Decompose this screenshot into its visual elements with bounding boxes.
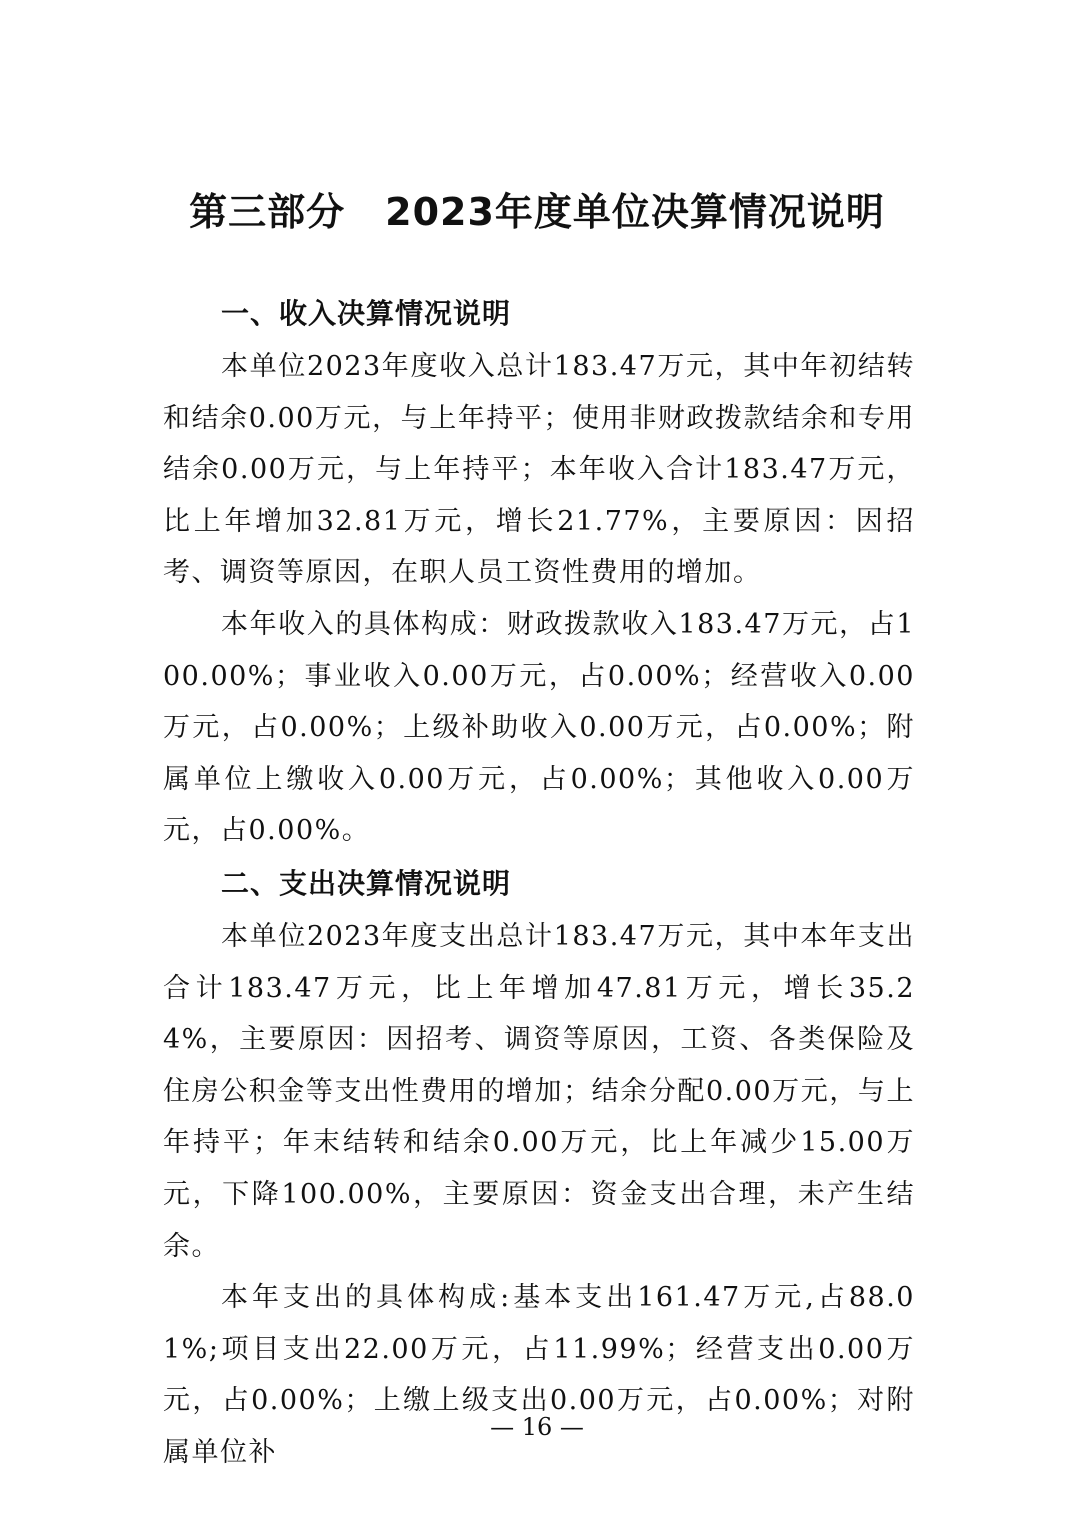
paragraph: 本年收入的具体构成：财政拨款收入183.47万元，占100.00%；事业收入0.00万元，占0.00%；经营收入0.00万元，占0.00%；上级补助收入0.00万元，占0.00%；附属单位上缴收入0.00万元，占0.00%；其他收入0.00万元，占0.00%。	[163, 608, 915, 847]
section-expenditure	[163, 857, 915, 1479]
paragraph: 本单位2023年度支出总计183.47万元，其中本年支出合计183.47万元，比上年增加47.81万元，增长35.24%，主要原因：因招考、调资等原因，工资、各类保险及住房公积金等支出性费用的增加；结余分配0.00万元，与上年持平；年末结转和结余0.00万元，比上年减少15.00万元，下降100.00%，主要原因：资金支出合理，未产生结余。	[163, 920, 915, 1262]
title-main-text: 2023年度单位决算情况说明	[385, 190, 885, 234]
section-income	[163, 287, 915, 857]
document-body	[163, 287, 915, 1478]
section-heading: 二、支出决算情况说明	[221, 866, 512, 900]
page-number: — 16 —	[490, 1413, 584, 1441]
page-title	[0, 186, 1074, 238]
paragraph: 本单位2023年度收入总计183.47万元，其中年初结转和结余0.00万元，与上年持平；使用非财政拨款结余和专用结余0.00万元，与上年持平；本年收入合计183.47万元，比上年增加32.81万元，增长21.77%，主要原因：因招考、调资等原因，在职人员工资性费用的增加。	[163, 351, 915, 589]
title-part-label: 第三部分	[189, 190, 346, 234]
section-heading: 一、收入决算情况说明	[221, 297, 512, 330]
paragraph: 本年支出的具体构成:基本支出161.47万元,占88.01%;项目支出22.00万元，占11.99%；经营支出0.00万元，占0.00%；上缴上级支出0.00万元，占0.00%；对附属单位补	[163, 1282, 915, 1468]
